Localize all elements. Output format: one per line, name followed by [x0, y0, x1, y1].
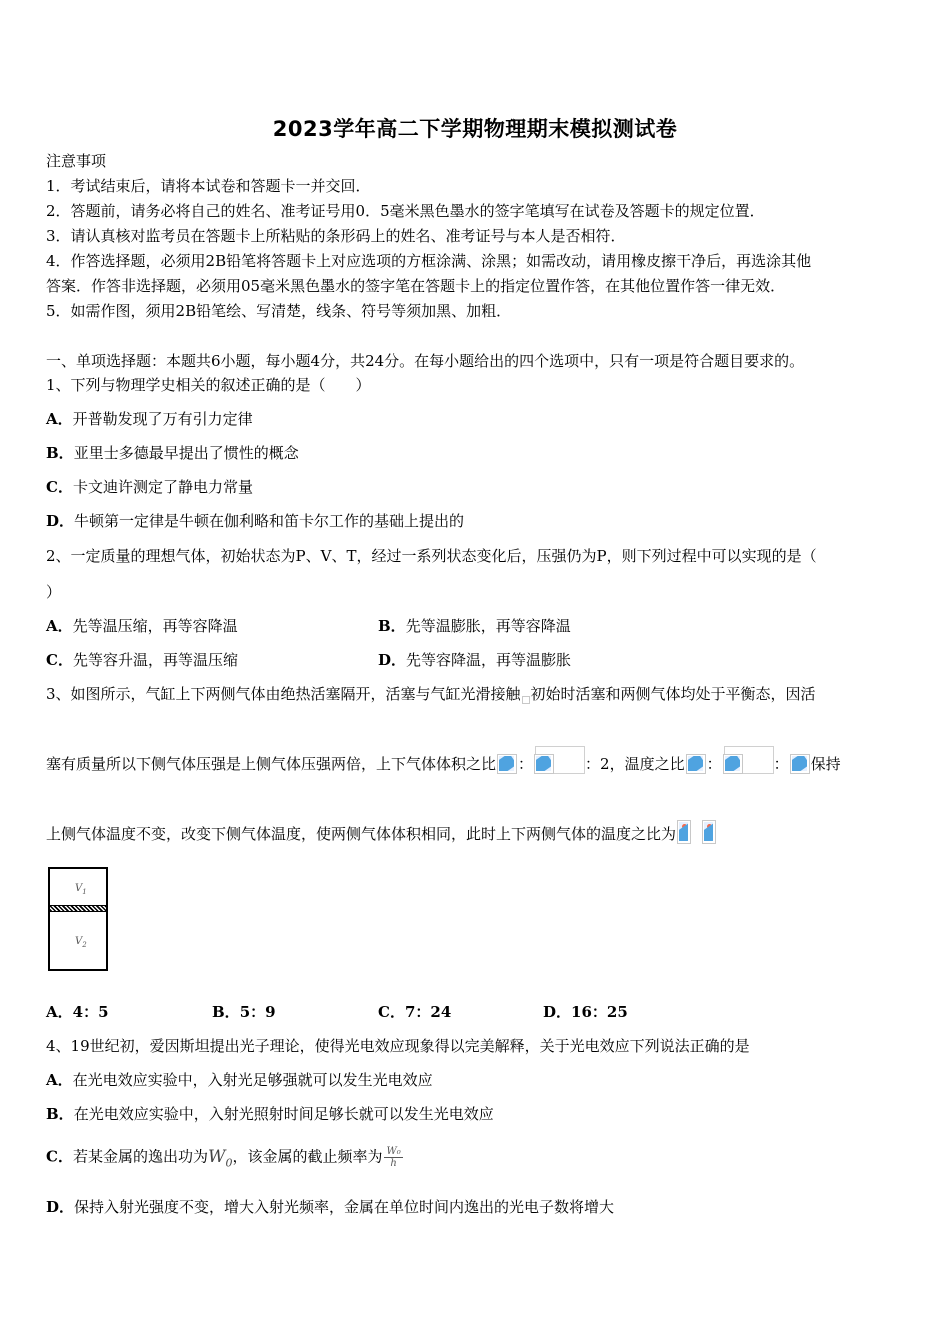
section-heading: 一、单项选择题：本题共6小题，每小题4分，共24分。在每小题给出的四个选项中，只有一项是符合题目要求的。 [46, 352, 805, 370]
notice-item-3: 3．请认真核对监考员在答题卡上所粘贴的条形码上的姓名、准考证号与本人是否相符． [46, 227, 626, 245]
broken-image-icon [534, 754, 554, 774]
q2-stem-cont: ） [46, 583, 62, 601]
option-text: 亚里士多德最早提出了惯性的概念 [73, 444, 299, 462]
broken-image-icon [522, 696, 530, 704]
option-letter: D． [46, 512, 75, 530]
notice-heading: 注意事项 [46, 152, 107, 170]
cylinder-diagram [48, 867, 108, 971]
q3-option-c [378, 1002, 451, 1022]
option-letter: B． [212, 1003, 240, 1021]
v2-label: $V_2$ [75, 936, 87, 949]
option-text: 7：24 [404, 1003, 452, 1021]
option-text: 4：5 [72, 1003, 109, 1021]
option-letter: D． [378, 651, 407, 669]
option-letter: C． [46, 651, 73, 669]
q3-text-b: 初始时活塞和两侧气体均处于平衡态，因活 [530, 685, 816, 703]
q1-option-a [46, 409, 253, 429]
q1-option-b [46, 443, 299, 463]
q1-stem: 1、下列与物理学史相关的叙述正确的是（ ） [46, 376, 371, 394]
option-text-cont: ，该金属的截止频率为 [232, 1147, 383, 1166]
colon: ： [773, 755, 789, 773]
option-text: 若某金属的逸出功为 [72, 1147, 208, 1166]
q3-option-a [46, 1002, 109, 1022]
broken-image-icon [702, 820, 716, 844]
ratio-text: ：2，温度之比 [585, 755, 685, 773]
q1-option-c [46, 477, 253, 497]
colon: ： [706, 755, 722, 773]
option-text: 在光电效应实验中，入射光足够强就可以发生光电效应 [72, 1071, 433, 1089]
option-letter: B． [46, 444, 74, 462]
option-text: 16：25 [571, 1003, 628, 1021]
v1-label: $V_1$ [75, 883, 87, 896]
option-text: 开普勒发现了万有引力定律 [72, 410, 253, 428]
q2-option-c [46, 650, 238, 670]
option-letter: A． [46, 410, 73, 428]
option-text: 在光电效应实验中，入射光照射时间足够长就可以发生光电效应 [73, 1105, 494, 1123]
option-letter: D． [46, 1198, 75, 1216]
option-letter: B． [46, 1105, 74, 1123]
q3-text-d: 保持 [810, 755, 841, 773]
q4-option-d [46, 1197, 614, 1217]
q4-option-c [46, 1146, 403, 1173]
q2-option-b [378, 616, 571, 636]
broken-image-icon [723, 754, 743, 774]
option-text: 卡文迪许测定了静电力常量 [72, 478, 253, 496]
option-letter: D． [543, 1003, 572, 1021]
q3-text-e: 上侧气体温度不变，改变下侧气体温度，使两侧气体体积相同，此时上下两侧气体的温度之比为 [46, 825, 677, 843]
q3-stem-line3 [46, 820, 717, 844]
work-function-symbol: $W_0$ [207, 1146, 233, 1169]
q2-option-d [378, 650, 571, 670]
option-letter: A． [46, 1071, 73, 1089]
q3-stem-line2 [46, 746, 841, 774]
q2-stem: 2、一定质量的理想气体，初始状态为P、V、T，经过一系列状态变化后，压强仍为P，则下列过程中可以实现的是（ [46, 547, 817, 565]
option-text: 先等容降温，再等温膨胀 [406, 651, 572, 669]
fraction-w0-over-h: $\frac{\text{W₀}}{h}$ [386, 1146, 401, 1169]
broken-image-icon [677, 820, 691, 844]
option-text: 保持入射光强度不变，增大入射光频率，金属在单位时间内逸出的光电子数将增大 [74, 1198, 615, 1216]
broken-image-icon [686, 754, 706, 774]
option-text: 先等容升温，再等温压缩 [72, 651, 238, 669]
option-letter: A． [46, 1003, 73, 1021]
q3-text-a: 3、如图所示，气缸上下两侧气体由绝热活塞隔开，活塞与气缸光滑接触 [46, 685, 521, 703]
option-letter: A． [46, 617, 73, 635]
notice-item-4: 4．作答选择题，必须用2B铅笔将答题卡上对应选项的方框涂满、涂黑；如需改动，请用橡皮擦干净后，再选涂其他 [46, 252, 812, 270]
option-text: 牛顿第一定律是牛顿在伽利略和笛卡尔工作的基础上提出的 [74, 512, 465, 530]
q2-option-a [46, 616, 238, 636]
q4-stem: 4、19世纪初，爱因斯坦提出光子理论，使得光电效应现象得以完美解释，关于光电效应下列说法正确的是 [46, 1037, 750, 1055]
notice-item-4-cont: 答案．作答非选择题，必须用05毫米黑色墨水的签字笔在答题卡上的指定位置作答，在其他位置作答一律无效． [46, 277, 786, 295]
colon: ： [518, 755, 534, 773]
notice-item-5: 5．如需作图，须用2B铅笔绘、写清楚，线条、符号等须加黑、加粗． [46, 302, 512, 320]
q1-option-d [46, 511, 464, 531]
option-letter: C． [378, 1003, 405, 1021]
option-text: 5：9 [239, 1003, 276, 1021]
notice-item-1: 1．考试结束后，请将本试卷和答题卡一并交回． [46, 177, 371, 195]
q3-option-d [543, 1002, 628, 1022]
exam-title: 2023学年高二下学期物理期末模拟测试卷 [272, 117, 678, 141]
q3-text-c: 塞有质量所以下侧气体压强是上侧气体压强两倍，上下气体体积之比 [46, 755, 497, 773]
notice-item-2: 2．答题前，请务必将自己的姓名、准考证号用0．5毫米黑色墨水的签字笔填写在试卷及答题卡的规定位置． [46, 202, 765, 220]
option-letter: C． [46, 478, 73, 496]
option-letter: B． [378, 617, 406, 635]
option-text: 先等温压缩，再等容降温 [72, 617, 238, 635]
q4-option-a [46, 1070, 433, 1090]
option-letter: C． [46, 1147, 73, 1166]
q3-option-b [212, 1002, 276, 1022]
broken-image-icon [790, 754, 810, 774]
option-text: 先等温膨胀，再等容降温 [405, 617, 571, 635]
piston [50, 905, 106, 912]
q3-stem-line1 [46, 684, 816, 704]
broken-image-icon [497, 754, 517, 774]
q4-option-b [46, 1104, 494, 1124]
